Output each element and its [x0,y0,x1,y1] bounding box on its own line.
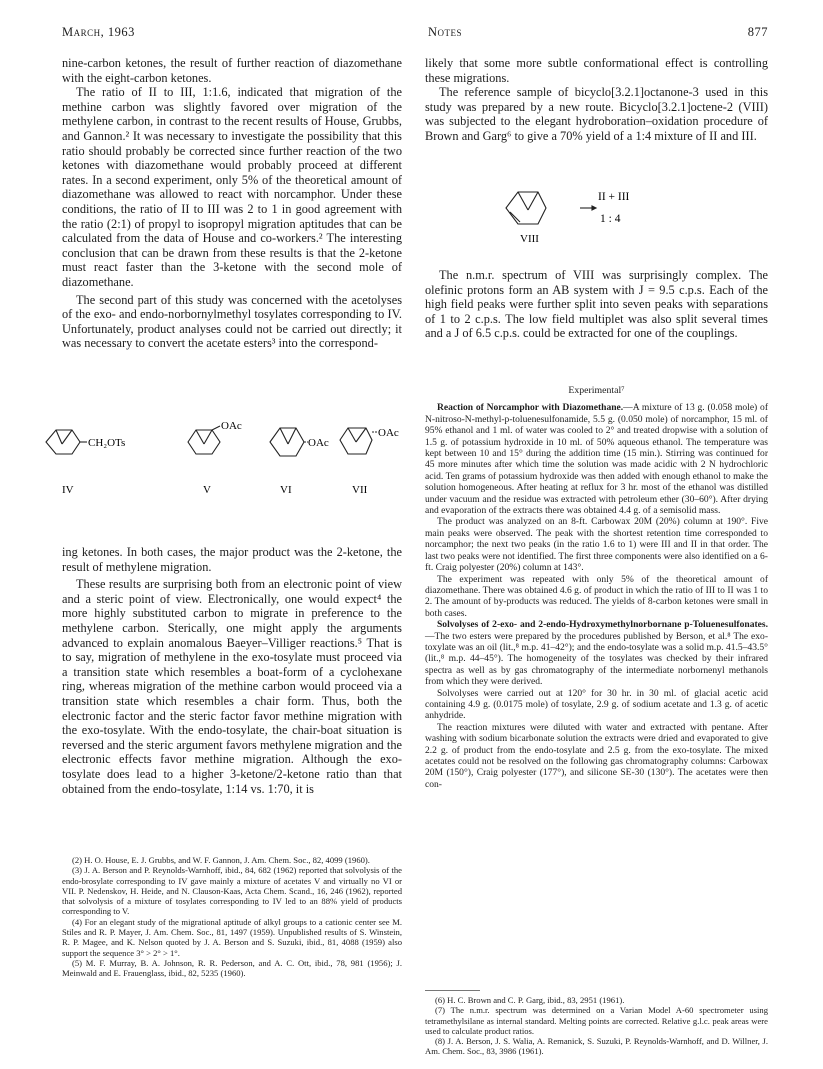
structure-v [188,426,220,454]
footnote: (8) J. A. Berson, J. S. Walia, A. Remanick, S. Suzuki, P. Reynolds-Warnhoff, and D. Willner, J. Am. Chem. Soc., 83, 3986 (1961). [425,1036,768,1057]
scheme-products: II + III [598,191,630,203]
paragraph: ing ketones. In both cases, the major product was the 2-ketone, the result of methylene migration. [62,545,402,574]
structure-vii [340,428,378,454]
paragraph: The product was analyzed on an 8-ft. Carbowax 20M (20%) column at 190°. Five main peaks were observed. The peak with the shortest retention time corresponded to norcamphor; the next two peaks (in the ratio 1.6 to 1) were III and II in that order. The last two peaks were not identified. The first three components were also identified on a 6-ft. Craig polyester (20%) column at 143°. [425,516,768,574]
right-column-top [425,56,768,144]
footnote: (2) H. O. House, E. J. Grubbs, and W. F. Gannon, J. Am. Chem. Soc., 82, 4099 (1960). [72,855,370,865]
footnotes-right [425,990,768,1057]
structure-vi [270,428,308,456]
paragraph: Solvolyses were carried out at 120° for 30 hr. in 30 ml. of glacial acetic acid containing 4.9 g. (0.0175 mole) of tosylate, 2.9 g. of sodium acetate and 1.3 g. of acetic anhydride. [425,687,768,722]
footnote: (6) H. C. Brown and C. P. Garg, ibid., 83, 2951 (1961). [435,995,625,1005]
structure-label-v: V [203,484,211,496]
structure-label-iv: IV [62,484,74,496]
paragraph: The second part of this study was concerned with the acetolyses of the exo- and endo-norbornylmethyl tosylates corresponding to IV. Unfortunately, product analyses could not be carried out directly; it was necessary to convert the acetate esters³ into the correspond- [62,292,402,351]
paragraph: The experiment was repeated with only 5% of the theoretical amount of diazomethane. There was obtained 4.6 g. of product in which the ratio of III to II was 1 to 2. The amount of by-products was reduced. The yields of 8-carbon ketones were small in both cases. [425,573,768,619]
paragraph: The ratio of II to III, 1:1.6, indicated that migration of the methine carbon was slightly favored over migration of the methylene carbon, in contrast to the recent results of House, Grubbs, and Gannon.² It was necessary to investigate the possibility that this ratio should probably be corrected since further reaction of the two ketones with diazomethane would probably proceed at different rates. In a second experiment, only 5% of the theoretical amount of diazomethane was allowed to react with norcamphor. Under these conditions, the ratio of II to III was 2 to 1 in good agreement with the ratio (2:1) of propyl to isopropyl migration aptitudes that can be calculated from the data of House and co-workers.² The interesting conclusion that can be drawn from these results is that the 2-ketone must react faster than the 3-ketone with the second mole of diazomethane. [62,85,402,289]
left-column-top [62,56,402,351]
structure-iv [46,430,87,454]
structure-label-vi: VI [280,484,292,496]
procedure-title: Reaction of Norcamphor with Diazomethane. [437,402,624,414]
paragraph: likely that some more subtle conformational effect is controlling these migrations. [425,56,768,85]
structure-label-vii: VII [352,484,368,496]
left-column-bottom [62,545,402,796]
footnotes-left [62,855,402,979]
scheme-label: VIII [520,233,539,245]
page-number: 877 [747,25,768,39]
structure-sub-vi: OAc [308,437,329,449]
scheme-viii [500,178,700,248]
experimental-section [425,385,768,790]
footnote: (7) The n.m.r. spectrum was determined on a Varian Model A-60 spectrometer using tetramethylsilane as internal standard. Melting points are corrected. Relative g.l.c. peak areas were used to calculate product ratios. [425,1005,768,1036]
paragraph: The reference sample of bicyclo[3.2.1]octanone-3 used in this study was prepared by a new route. Bicyclo[3.2.1]octene-2 (VIII) was subjected to the elegant hydroboration–oxidation procedure of Brown and Garg⁶ to give a 70% yield of a 1:4 mixture of II and III. [425,85,768,143]
footnote: (3) J. A. Berson and P. Reynolds-Warnhoff, ibid., 84, 682 (1962) reported that solvolysis of the endo-brosylate corresponding to IV gave mainly a mixture of acetates V and virtually no VI or VII. P. Nedenskov, H. Heide, and N. Clauson-Kaas, Acta Chem. Scand., 16, 246 (1962), reported that solvolysis of a mixture of tosylates corresponding to IV led to an 88% yield of products corresponding to V. [62,865,402,917]
paragraph: Solvolyses of 2-exo- and 2-endo-Hydroxymethylnorbornane p-Toluenesulfonates.—The two esters were prepared by the procedures published by Berson, et al.⁸ The exo-toxylate was an oil (lit.,⁸ m.p. 41–42°); and the endo-tosylate was a solid m.p. 41.5–43.5° (lit.,⁸ m.p. 44–45°). The homogeneity of the tosylates was checked by their infrared spectra as well as by gas chromatography of the intermediate norbornenyl methanols from which they were derived. [425,619,768,688]
paragraph: Reaction of Norcamphor with Diazomethane.—A mixture of 13 g. (0.058 mole) of N-nitroso-N-methyl-p-toluenesulfonamide, 5.5 g. (0.050 mole) of norcamphor, 15 ml. of 95% ethanol and 1 ml. of water was cooled to 2° and treated dropwise with a solution of 1.5 g. of potassium hydroxide in 10 ml. of 50% aqueous ethanol. The temperature was kept between 10 and 15° during the addition time (15 min.). Stirring was continued for 45 more minutes after which time the solution was made acidic with 2 N hydrochloric acid. Ten grams of potassium hydroxide was then added with enough ethanol to make the solution homogeneous. After heating at reflux for 3 hr. most of the ethanol was distilled under vacuum and the residue was extracted with petroleum ether (30–60°). After drying and evaporation of the extracts there was obtained 4.4 g. of a semisolid mass. [425,402,769,517]
paragraph: The n.m.r. spectrum of VIII was surprisingly complex. The olefinic protons form an AB system with J = 9.5 c.p.s. Each of the high field peaks were further split into seven peaks with separations of 1 to 2 c.p.s. The low field multiplet was also split several times and a J of 6.5 c.p.s. could be extracted for one of the couplings. [425,268,768,341]
structures-iv-vii [40,418,410,508]
scheme-ratio: 1 : 4 [600,213,621,225]
experimental-heading: Experimental⁷ [568,385,625,396]
running-head-center: Notes [428,25,463,39]
structure-sub-iv: CH₂OTs [88,437,126,449]
structure-sub-vii: OAc [378,427,399,439]
structure-sub-v: OAc [221,420,242,432]
footnote: (5) M. F. Murray, B. A. Johnson, R. R. Pederson, and A. C. Ott, ibid., 78, 981 (1956); J. Meinwald and E. Frauenglass, ibid., 82, 5235 (1960). [62,957,402,979]
paragraph: The reaction mixtures were diluted with water and extracted with pentane. After washing with sodium bicarbonate solution the extracts were dried and evaporated to give 2.2 g. of product from the endo-tosylate and 2.5 g. from the exo-tosylate. The mixed acetates could not be resolved on the following gas chromatography columns: Carbowax 20M (150°), Craig polyester (177°), and silicone SE-30 (130°). The acetates were then con- [425,721,768,790]
right-column-nmr [425,268,768,341]
paragraph: These results are surprising both from an electronic point of view and a steric point of view. Electronically, one would expect⁴ the more highly substituted carbon to migrate in preference to the methylene carbon. Sterically, one might apply the arguments advanced to explain anomalous Baeyer–Villiger reactions.⁵ That is to say, migration of methylene in the exo-tosylate must proceed via a transition state which resembles a boat-form of a cyclohexane ring, whereas migration of the methine carbon would proceed via a transition state which resembles a chair form. Thus, both the electronic factor and the steric factor favor methine migration with the exo-tosylate. With the endo-tosylate, the chair-boat situation is reversed and the steric argument favors methylene migration and the electronic effects favor methine migration. Although the exo-tosylate does lead to a higher 3-ketone/2-ketone ratio than that obtained from the endo-tosylate, 1:14 vs. 1:70, it is [62,577,402,796]
running-head-left: March, 1963 [62,25,135,39]
procedure-title: Solvolyses of 2-exo- and 2-endo-Hydroxymethylnorbornane p-Toluenesulfonates. [437,619,768,631]
paragraph: nine-carbon ketones, the result of further reaction of diazomethane with the eight-carbon ketones. [62,56,402,85]
footnote-rule [425,990,480,991]
footnote: (4) For an elegant study of the migrational aptitude of alkyl groups to a cationic center see M. Stiles and R. P. Mayer, J. Am. Chem. Soc., 81, 1497 (1959). Unpublished results of S. Winstein, R. P. Magee, and K. Nelson quoted by J. A. Berson and S. Suzuki, ibid., 81, 4088 (1959) also support the sequence 3° > 2° > 1°. [62,916,402,958]
